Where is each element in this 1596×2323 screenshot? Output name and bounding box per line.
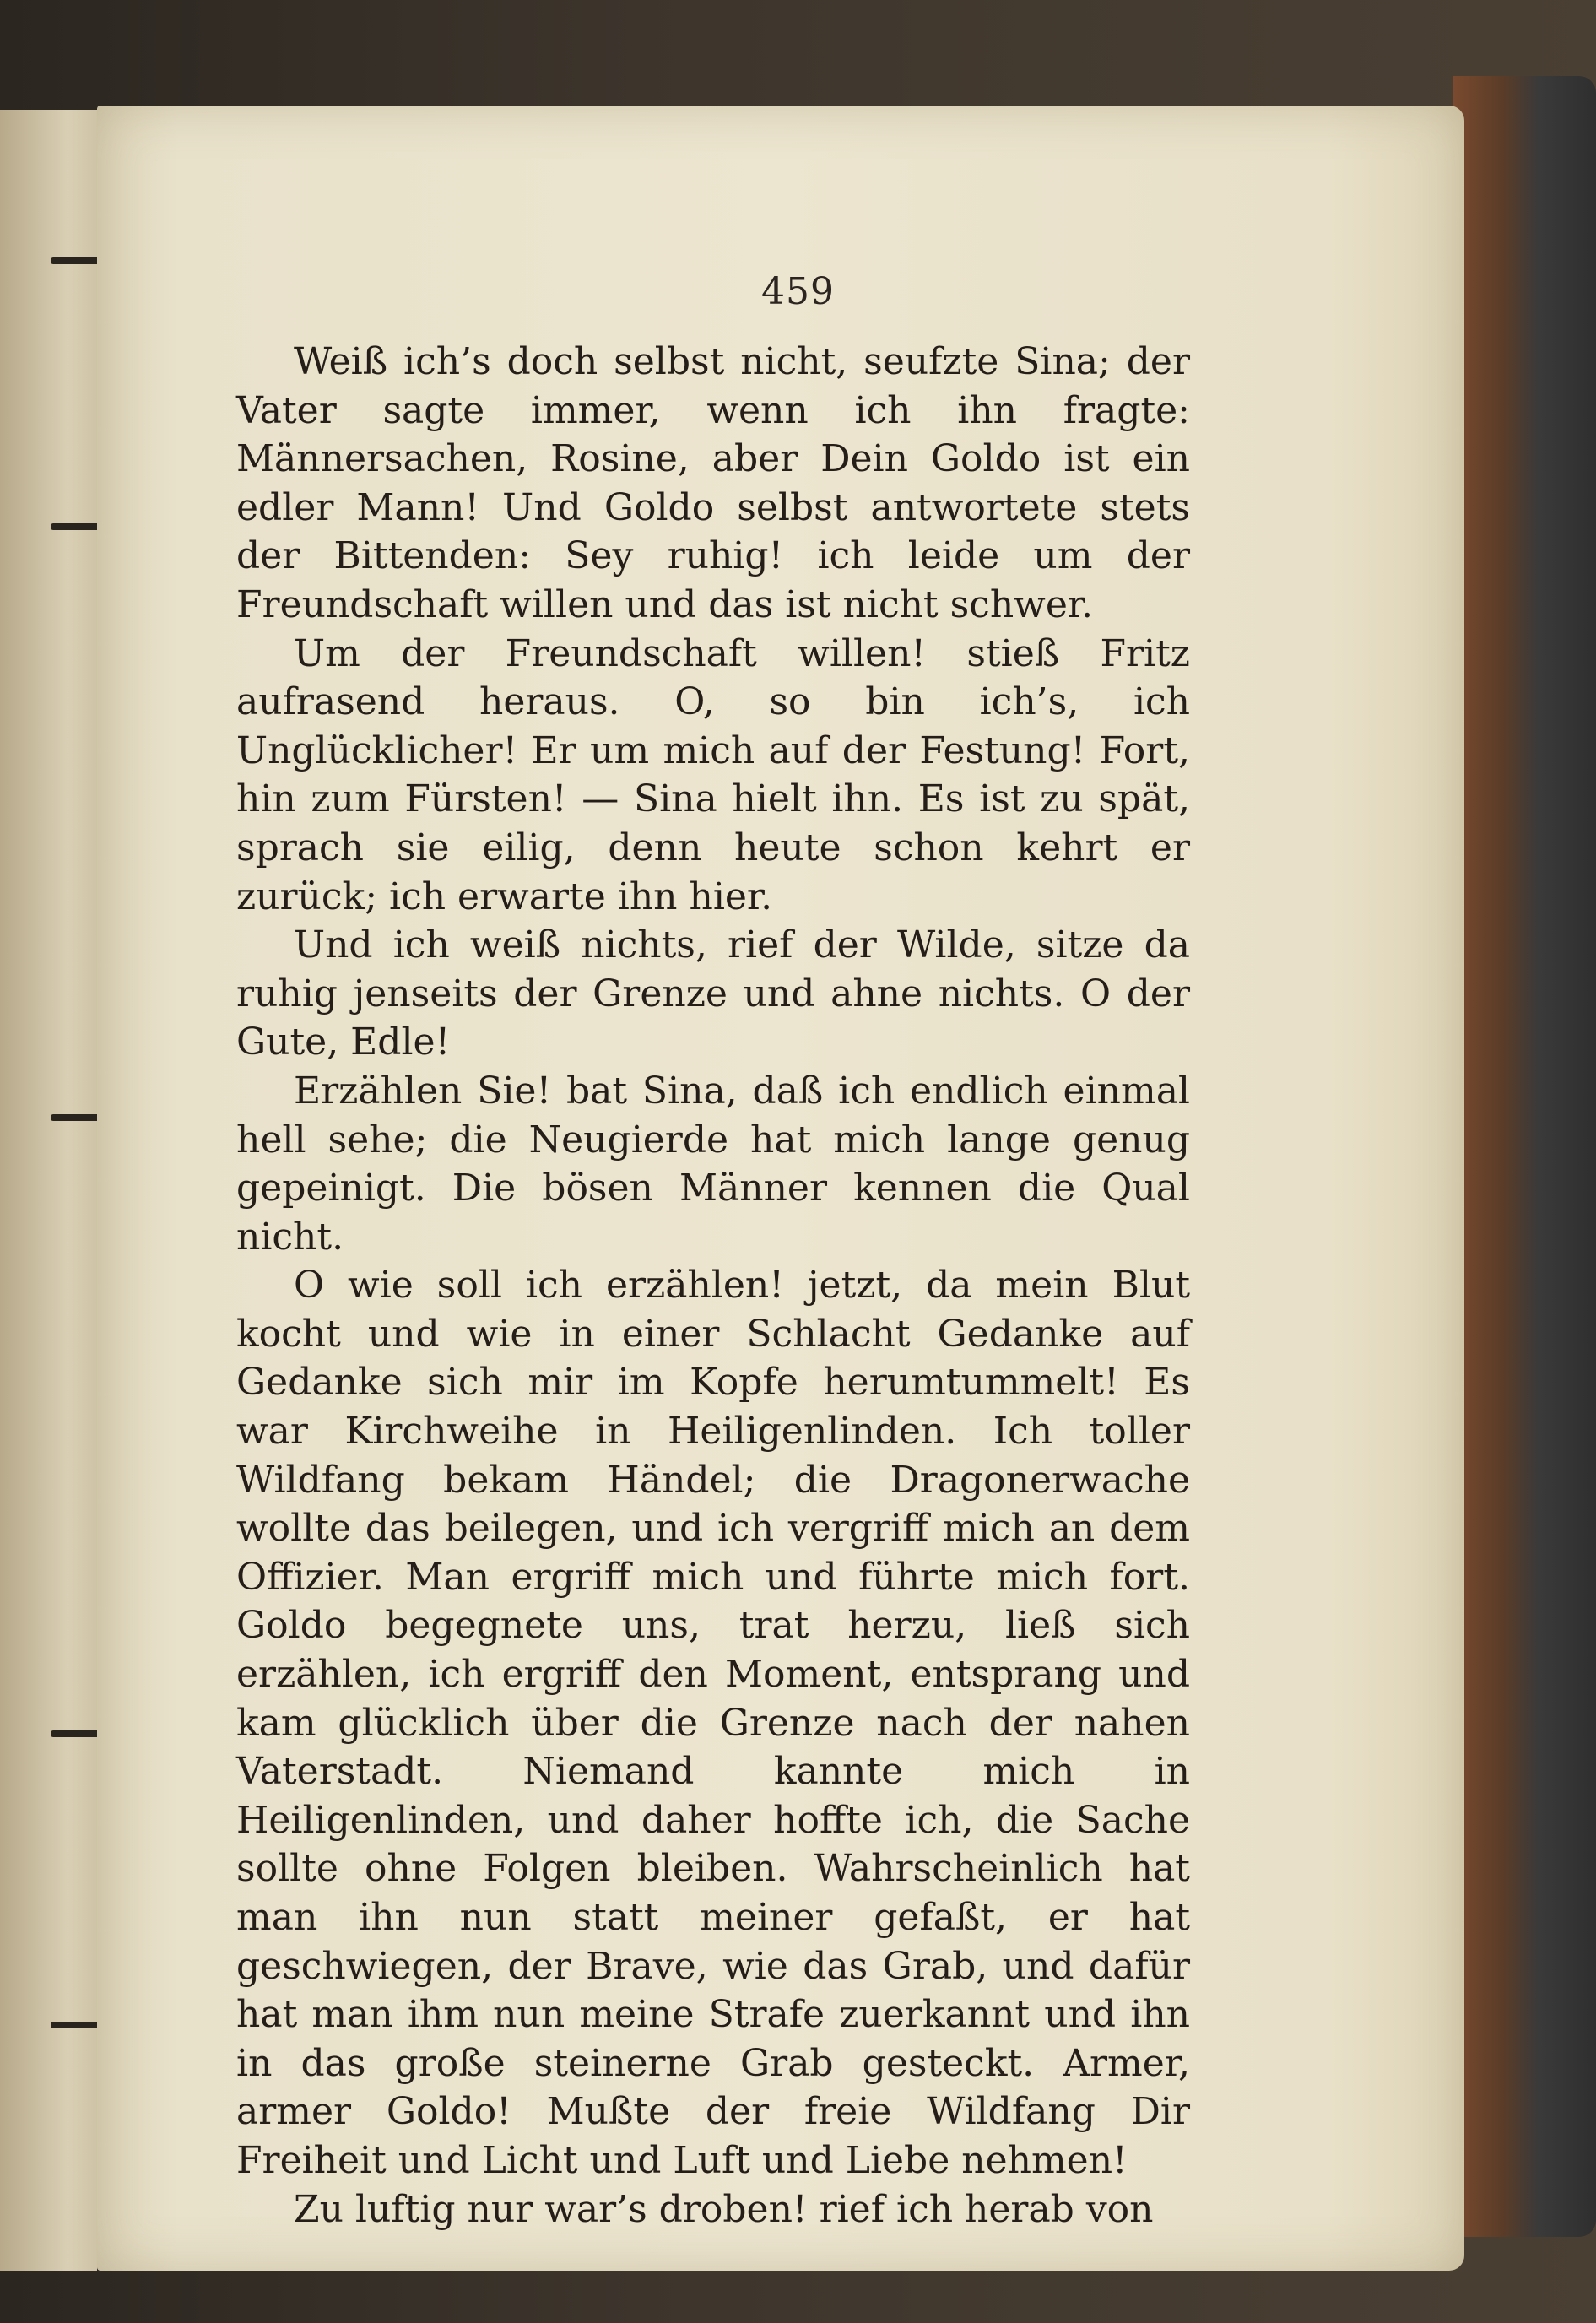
paragraph: O wie soll ich erzählen! jetzt, da mein Blut kocht und wie in einer Schlacht Gedanke auf Gedanke sich mir im Kopfe herumtummelt! Es war Kirchweihe in Heiligenlinden. Ich toller Wildfang bekam Händel; die Dragonerwache wollte das beilegen, und ich vergriff mich an dem Offizier. Man ergriff mich und führte mich fort. Goldo begegnete uns, trat herzu, ließ sich erzählen, ich ergriff den Moment, entsprang und kam glücklich über die Grenze nach der nahen Vaterstadt. Niemand kannte mich in Heiligenlinden, und daher hoffte ich, die Sache sollte ohne Folgen bleiben. Wahrscheinlich hat man ihn nun statt meiner gefaßt, er hat geschwiegen, der Brave, wie das Grab, und dafür hat man ihm nun meine Strafe zuerkannt und ihn in das große steinerne Grab gesteckt. Armer, armer Goldo! Mußte der freie Wildfang Dir Freiheit und Licht und Luft und Liebe nehmen! [236, 1264, 1190, 2182]
paragraph: Zu luftig nur war’s droben! rief ich herab von [294, 2187, 1154, 2231]
paragraph: Erzählen Sie! bat Sina, daß ich endlich einmal hell sehe; die Neugierde hat mich lange genug gepeinigt. Die bösen Männer kennen die Qual nicht. [236, 1069, 1190, 1259]
page-text [236, 338, 1190, 2234]
paragraph: Und ich weiß nichts, rief der Wilde, sitze da ruhig jenseits der Grenze und ahne nichts. O der Gute, Edle! [236, 923, 1190, 1064]
paragraph: Um der Freundschaft willen! stieß Fritz aufrasend heraus. O, so bin ich’s, ich Unglücklicher! Er um mich auf der Festung! Fort, hin zum Fürsten! — Sina hielt ihn. Es ist zu spät, sprach sie eilig, denn heute schon kehrt er zurück; ich erwarte ihn hier. [236, 631, 1190, 918]
cover-edge [1453, 76, 1596, 2237]
left-page-edge [0, 110, 97, 2271]
paragraph: Weiß ich’s doch selbst nicht, seufzte Sina; der Vater sagte immer, wenn ich ihn fragte: Männersachen, Rosine, aber Dein Goldo ist ein edler Mann! Und Goldo selbst antwortete stets der Bittenden: Sey ruhig! ich leide um der Freundschaft willen und das ist nicht schwer. [236, 340, 1190, 626]
page-number: 459 [761, 270, 835, 313]
